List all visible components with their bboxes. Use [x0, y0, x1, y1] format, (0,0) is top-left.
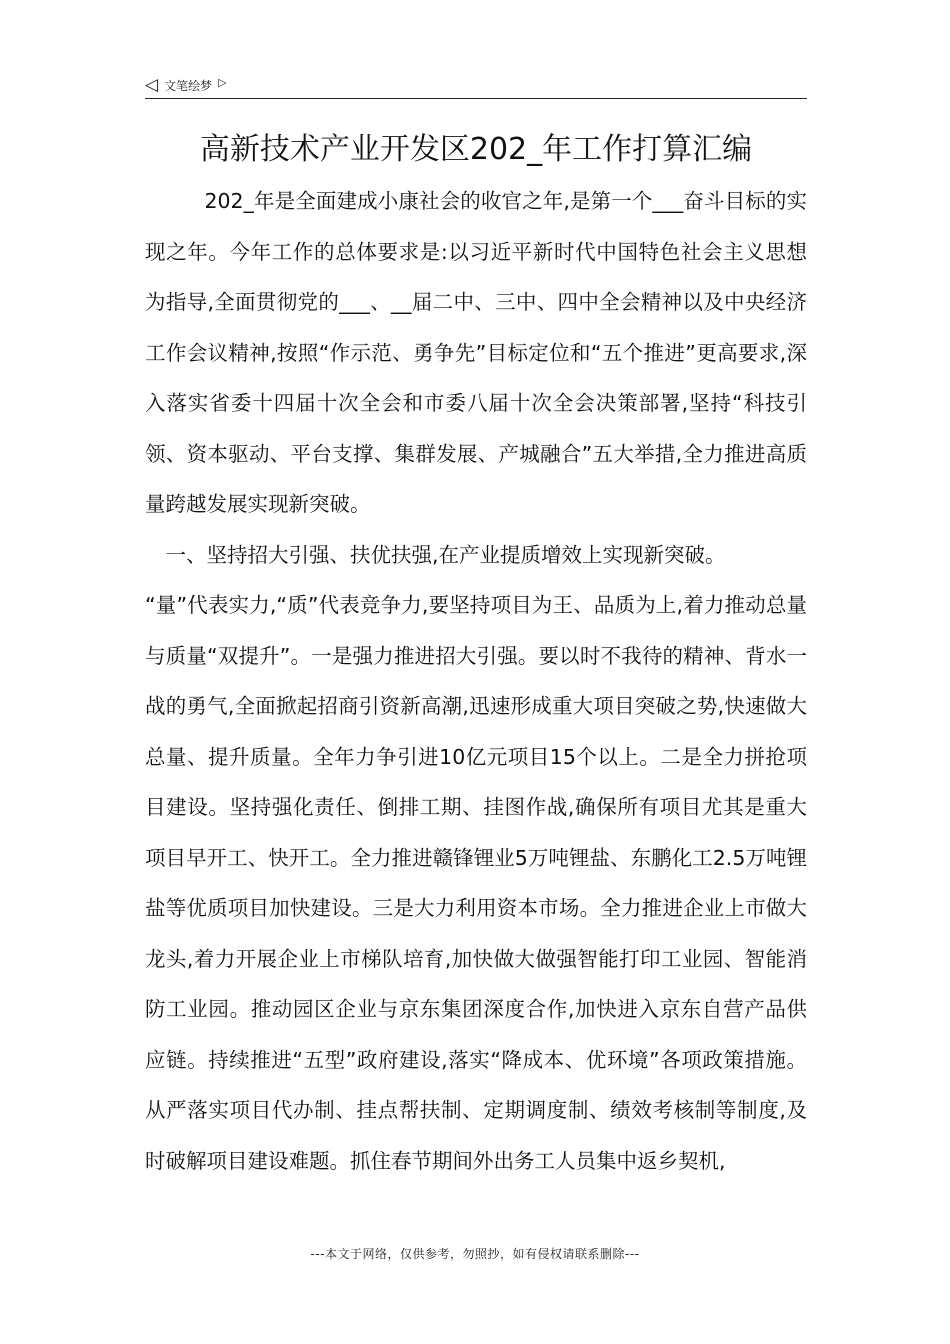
- paragraph-section-1-body: “量”代表实力,“质”代表竞争力,要坚持项目为王、品质为上,着力推动总量与质量“双提升”。一是强力推进招大引强。要以时不我待的精神、背水一战的勇气,全面掀起招商引资新高潮,迅速形成重大项目突破之势,快速做大总量、提升质量。全年力争引进10亿元项目15个以上。二是全力拼抢项目建设。坚持强化责任、倒排工期、挂图作战,确保所有项目尤其是重大项目早开工、快开工。全力推进赣锋锂业5万吨锂盐、东鹏化工2.5万吨锂盐等优质项目加快建设。三是大力利用资本市场。全力推进企业上市做大龙头,着力开展企业上市梯队培育,加快做大做强智能打印工业园、智能消防工业园。推动园区企业与京东集团深度合作,加快进入京东自营产品供应链。持续推进“五型”政府建设,落实“降成本、优环境”各项政策措施。从严落实项目代办制、挂点帮扶制、定期调度制、绩效考核制等制度,及时破解项目建设难题。抓住春节期间外出务工人员集中返乡契机,: [145, 593, 807, 1173]
- section-heading-1: 一、坚持招大引强、扶优扶强,在产业提质增效上实现新突破。: [165, 542, 726, 567]
- header-brand: 文笔绘梦: [164, 78, 213, 93]
- paragraph-intro: 202_年是全面建成小康社会的收官之年,是第一个___奋斗目标的实现之年。今年工作的总体要求是:以习近平新时代中国特色社会主义思想为指导,全面贯彻党的___、__届二中、三中、四中全会精神以及中央经济工作会议精神,按照“作示范、勇争先”目标定位和“五个推进”更高要求,深入落实省委十四届十次全会和市委八届十次全会决策部署,坚持“科技引领、资本驱动、平台支撑、集群发展、产城融合”五大举措,全力推进高质量跨越发展实现新突破。: [145, 189, 807, 516]
- triangle-right-icon: ▷: [218, 75, 227, 89]
- page-footer-disclaimer: ---本文于网络，仅供参考，勿照抄，如有侵权请联系删除---: [310, 1247, 640, 1261]
- document-title: 高新技术产业开发区202_年工作打算汇编: [199, 132, 753, 167]
- page-header: [145, 72, 807, 99]
- triangle-left-icon: ◁: [145, 74, 159, 95]
- document-body: [145, 176, 807, 1186]
